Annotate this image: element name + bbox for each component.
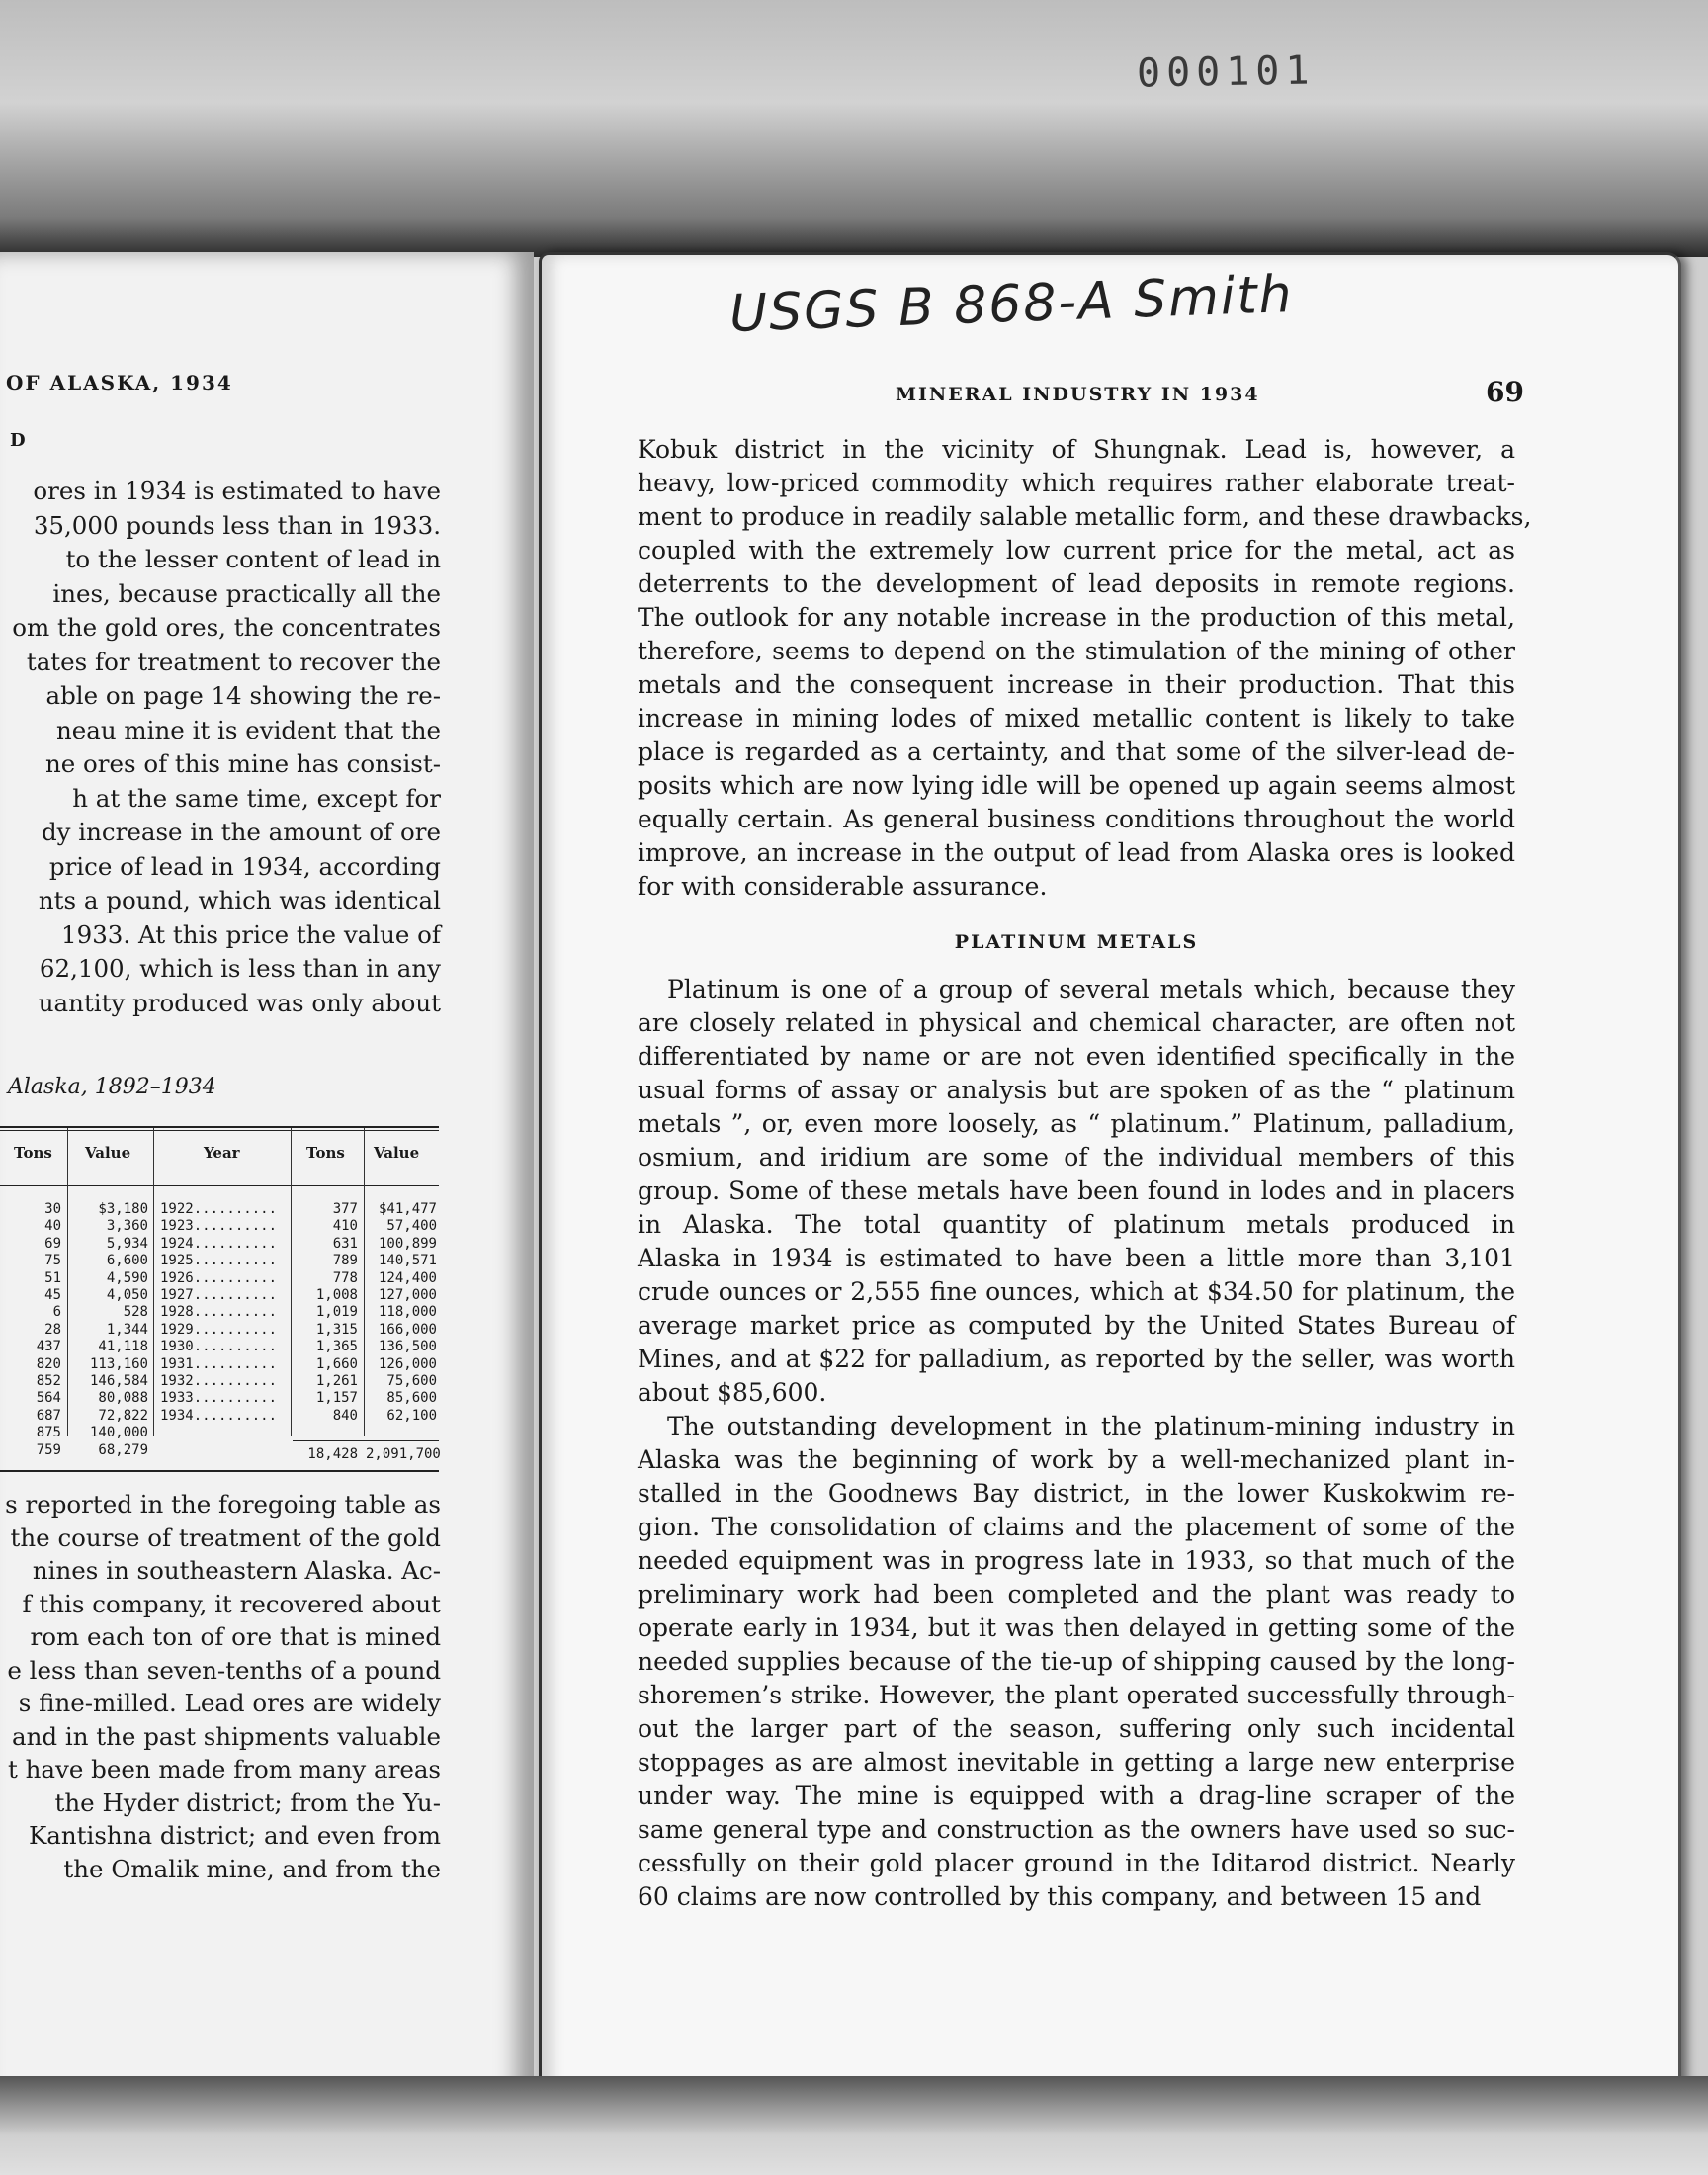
total-rule	[293, 1440, 439, 1441]
platinum-intro-paragraph-line: group. Some of these metals have been found in lodes and in placers	[638, 1176, 1515, 1205]
platinum-intro-paragraph-line: Platinum is one of a group of several metals which, because they	[667, 975, 1515, 1003]
platinum-intro-paragraph-line: about $85,600.	[638, 1378, 827, 1407]
col-header-year: Year	[204, 1144, 240, 1162]
left-text-2-line: f this company, it recovered about	[22, 1589, 441, 1618]
lead-paragraph-line: therefore, seems to depend on the stimulation of the mining of other	[638, 637, 1515, 665]
platinum-intro-paragraph-line: osmium, and iridium are some of the individual members of this	[638, 1143, 1515, 1172]
platinum-intro-paragraph-line: crude ounces or 2,555 fine ounces, which at $34.50 for platinum, the	[638, 1277, 1515, 1306]
table-top-rule-thin	[0, 1130, 439, 1131]
platinum-development-paragraph-line: operate early in 1934, but it was then delayed in getting some of the	[638, 1613, 1515, 1642]
lead-paragraph-line: improve, an increase in the output of lead from Alaska ores is looked	[638, 838, 1515, 867]
table-divider	[291, 1128, 292, 1436]
platinum-intro-paragraph-line: usual forms of assay or analysis but are spoken of as the “ platinum	[638, 1076, 1515, 1104]
left-text-2-line: e less than seven-tenths of a pound	[7, 1655, 441, 1685]
col-header-tons-2: Tons	[306, 1144, 345, 1162]
lead-paragraph-line: increase in mining lodes of mixed metallic content is likely to take	[638, 704, 1515, 733]
scanner-bottom-shadow	[0, 2076, 1708, 2175]
left-text-line: 1933. At this price the value of	[61, 919, 441, 949]
platinum-development-paragraph-line: needed supplies because of the tie-up of shipping caused by the long-	[638, 1647, 1515, 1676]
platinum-development-paragraph-line: under way. The mine is equipped with a drag-line scraper of the	[638, 1782, 1515, 1810]
running-head: MINERAL INDUSTRY IN 1934	[896, 384, 1260, 405]
total-tons: 18,428	[307, 1446, 358, 1462]
platinum-development-paragraph-line: The outstanding development in the platinum-mining industry in	[667, 1412, 1515, 1440]
table-divider	[67, 1128, 68, 1436]
left-text-line: 62,100, which is less than in any	[39, 954, 441, 983]
col-tons: 30 40 69 75 51 45 6 28 437 820 852 564 687 875 759	[36, 1201, 61, 1458]
handwritten-note: USGS B 868-A Smith	[728, 265, 1295, 344]
col-values: $3,180 3,360 5,934 6,600 4,590 4,050 528 1,344 41,118 113,160 146,584 80,088 72,822 140,000 68,279	[89, 1201, 148, 1458]
platinum-intro-paragraph-line: Mines, and at $22 for palladium, as reported by the seller, was worth	[638, 1345, 1515, 1373]
left-running-head: OF ALASKA, 1934	[6, 371, 233, 394]
platinum-development-paragraph-line: cessfully on their gold placer ground in the Iditarod district. Nearly	[638, 1849, 1515, 1877]
left-text-2-line: the course of treatment of the gold	[10, 1522, 441, 1552]
table-top-rule	[0, 1126, 439, 1128]
platinum-development-paragraph-line: stalled in the Goodnews Bay district, in the lower Kuskokwim re-	[638, 1479, 1515, 1508]
platinum-development-paragraph-line: same general type and construction as the owners have used so suc-	[638, 1815, 1515, 1844]
col-header-value: Value	[85, 1144, 131, 1162]
left-text-line: tates for treatment to recover the	[26, 647, 441, 676]
left-text-2-line: Kantishna district; and even from	[28, 1821, 441, 1850]
platinum-intro-paragraph-line: are closely related in physical and chemical character, are often not	[638, 1008, 1515, 1037]
platinum-intro-paragraph-line: metals ”, or, even more loosely, as “ platinum.” Platinum, palladium,	[638, 1109, 1515, 1138]
left-text-line: neau mine it is evident that the	[55, 715, 441, 744]
left-paragraph-2	[2, 1488, 441, 1885]
left-text-line: ne ores of this mine has consist-	[44, 749, 441, 778]
lead-paragraph-line: The outlook for any notable increase in the production of this metal,	[638, 603, 1515, 632]
table-bottom-rule	[0, 1470, 439, 1472]
platinum-development-paragraph-line: 60 claims are now controlled by this company, and between 15 and	[638, 1882, 1482, 1911]
left-subhead: D	[10, 430, 26, 451]
col-values-2: $41,477 57,400 100,899 140,571 124,400 127,000 118,000 166,000 136,500 126,000 75,600 85,600 62,100	[378, 1201, 437, 1424]
left-text-2-line: s fine-milled. Lead ores are widely	[18, 1689, 441, 1717]
platinum-development-paragraph-line: preliminary work had been completed and the plant was ready to	[638, 1580, 1515, 1609]
left-text-line: dy increase in the amount of ore	[42, 818, 441, 846]
left-text-line: uantity produced was only about	[38, 988, 441, 1017]
left-text-line: nts a pound, which was identical	[38, 886, 441, 914]
left-text-2-line: nines in southeastern Alaska. Ac-	[32, 1556, 441, 1585]
lead-paragraph-line: coupled with the extremely low current price for the metal, act as	[638, 536, 1515, 565]
lead-paragraph-line: deterrents to the development of lead deposits in remote regions.	[638, 569, 1515, 598]
lead-paragraph-line: equally certain. As general business conditions throughout the world	[638, 805, 1515, 833]
body-text	[638, 433, 1532, 1914]
lead-paragraph-line: Kobuk district in the vicinity of Shungnak. Lead is, however, a	[638, 435, 1515, 464]
page-number: 69	[1486, 376, 1524, 408]
right-page	[539, 252, 1681, 2094]
left-text-2-line: t have been made from many areas	[8, 1755, 441, 1784]
lead-paragraph-line: heavy, low-priced commodity which requires rather elaborate treat-	[638, 469, 1515, 497]
col-tons-2: 377 410 631 789 778 1,008 1,019 1,315 1,365 1,660 1,261 1,157 840	[315, 1201, 358, 1424]
platinum-intro-paragraph-line: average market price as computed by the United States Bureau of	[638, 1311, 1515, 1340]
left-text-line: ines, because practically all the	[52, 578, 441, 608]
left-text-line: om the gold ores, the concentrates	[12, 613, 441, 642]
platinum-intro-paragraph-line: in Alaska. The total quantity of platinum metals produced in	[638, 1210, 1515, 1239]
left-text-line: able on page 14 showing the re-	[45, 681, 441, 710]
left-page	[0, 252, 534, 2111]
left-text-line: ores in 1934 is estimated to have	[33, 477, 441, 505]
left-text-line: h at the same time, except for	[72, 783, 441, 813]
left-text-2-line: and in the past shipments valuable	[12, 1721, 441, 1751]
scan-stamp-number: 000101	[1136, 47, 1316, 97]
lead-paragraph-line: posits which are now lying idle will be opened up again seems almost	[638, 771, 1515, 800]
total-value: 2,091,700	[366, 1446, 441, 1462]
lead-paragraph-line: metals and the consequent increase in their production. That this	[638, 670, 1515, 699]
scanner-shadow	[0, 0, 1708, 257]
section-title-platinum: PLATINUM METALS	[954, 931, 1199, 953]
left-text-line: price of lead in 1934, according	[48, 851, 441, 881]
left-table-caption: Alaska, 1892–1934	[8, 1075, 216, 1099]
left-text-line: 35,000 pounds less than in 1933.	[33, 510, 441, 540]
lead-paragraph-line: place is regarded as a certainty, and that some of the silver-lead de-	[638, 738, 1515, 766]
platinum-development-paragraph-line: gion. The consolidation of claims and the placement of some of the	[638, 1513, 1515, 1541]
paragraph-platinum-intro	[638, 973, 1515, 1410]
left-text-2-line: the Hyder district; from the Yu-	[54, 1787, 441, 1817]
paragraph-platinum-development	[638, 1410, 1515, 1914]
left-paragraph-1	[2, 475, 441, 1020]
table-divider	[153, 1128, 154, 1436]
col-header-value-2: Value	[374, 1144, 420, 1162]
platinum-development-paragraph-line: shoremen’s strike. However, the plant operated successfully through-	[638, 1681, 1515, 1709]
platinum-development-paragraph-line: out the larger part of the season, suffering only such incidental	[638, 1714, 1515, 1743]
table-header-rule	[0, 1185, 439, 1186]
platinum-intro-paragraph-line: differentiated by name or are not even identified specifically in the	[638, 1042, 1515, 1071]
lead-paragraph-line: ment to produce in readily salable metallic form, and these drawbacks,	[638, 502, 1532, 531]
platinum-development-paragraph-line: Alaska was the beginning of work by a well-mechanized plant in-	[638, 1445, 1515, 1474]
platinum-intro-paragraph-line: Alaska in 1934 is estimated to have been a little more than 3,101	[638, 1244, 1515, 1272]
left-text-line: to the lesser content of lead in	[65, 545, 441, 573]
col-years: 1922.......... 1923.......... 1924.......... 1925.......... 1926.......... 1927.......... 1928.......... 1929.......... 1930.......... 1931.......... 1932.......... 1933.......... 1934..........	[160, 1201, 278, 1424]
left-text-2-line: s reported in the foregoing table as	[5, 1490, 441, 1519]
paragraph-lead	[638, 433, 1532, 904]
col-header-tons: Tons	[14, 1144, 52, 1162]
lead-paragraph-line: for with considerable assurance.	[638, 872, 1048, 901]
platinum-development-paragraph-line: needed equipment was in progress late in 1933, so that much of the	[638, 1546, 1515, 1575]
left-text-2-line: the Omalik mine, and from the	[63, 1854, 441, 1883]
platinum-development-paragraph-line: stoppages as are almost inevitable in getting a large new enterprise	[638, 1748, 1515, 1777]
table-divider	[364, 1128, 365, 1436]
left-text-2-line: rom each ton of ore that is mined	[30, 1622, 441, 1651]
